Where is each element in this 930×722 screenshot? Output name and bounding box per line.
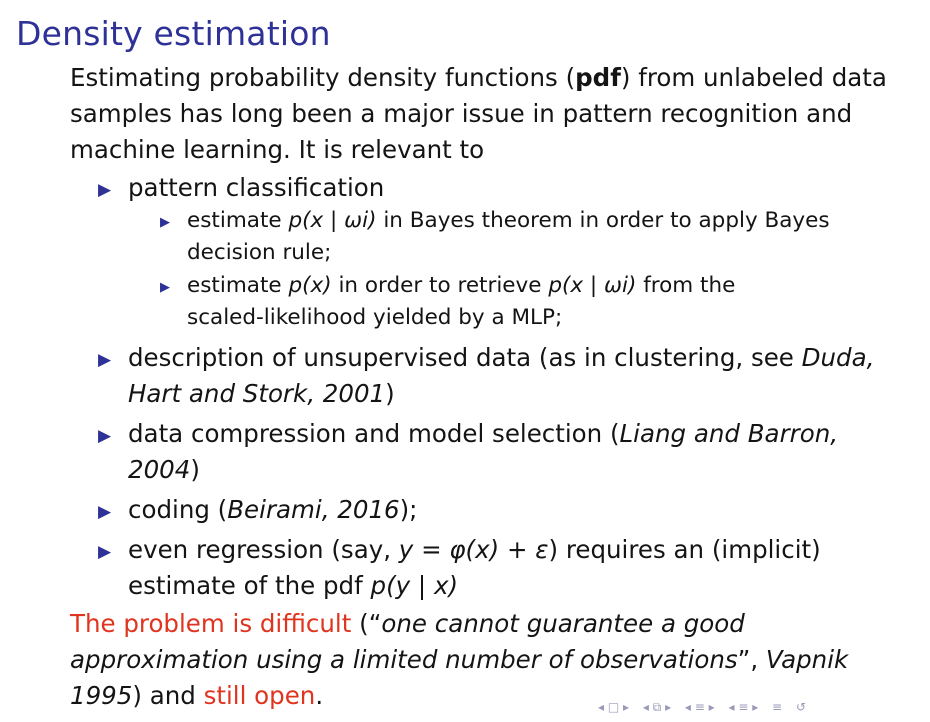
intro-paragraph xyxy=(70,60,910,168)
triangle-bullet-icon: ▶ xyxy=(98,180,112,200)
triangle-bullet-icon: ▶ xyxy=(160,280,170,295)
slide-title: Density estimation xyxy=(16,14,331,53)
closing-paragraph: The problem is difficult (“one cannot guarantee a good approximation using a limited number of observations”, Vapnik 1995) and still open. xyxy=(70,609,849,710)
highlight-difficult: The problem is difficult xyxy=(70,609,352,638)
intro-line-3: machine learning. It is relevant to xyxy=(70,135,485,164)
nav-prev-frame-icon[interactable]: ◂ □ ▸ xyxy=(598,700,630,714)
triangle-bullet-icon: ▶ xyxy=(98,542,112,562)
intro-line-1: Estimating probability density functions (pdf) from unlabeled data xyxy=(70,63,887,92)
nav-prev-section-icon[interactable]: ◂ ≡ ▸ xyxy=(684,700,715,714)
triangle-bullet-icon: ▶ xyxy=(98,350,112,370)
beamer-nav-icons[interactable] xyxy=(598,700,928,718)
triangle-bullet-icon: ▶ xyxy=(160,215,170,230)
nav-align-icon[interactable]: ≡ xyxy=(772,700,783,714)
highlight-open: still open xyxy=(203,681,316,710)
nav-section-icon[interactable]: ◂ ≡ ▸ xyxy=(728,700,759,714)
triangle-bullet-icon: ▶ xyxy=(98,426,112,446)
nav-search-icon[interactable]: ↺ xyxy=(795,700,806,714)
nav-prev-subsection-icon[interactable]: ◂ ⧉ ▸ xyxy=(642,700,672,714)
triangle-bullet-icon: ▶ xyxy=(98,502,112,522)
intro-line-2: samples has long been a major issue in pattern recognition and xyxy=(70,99,853,128)
